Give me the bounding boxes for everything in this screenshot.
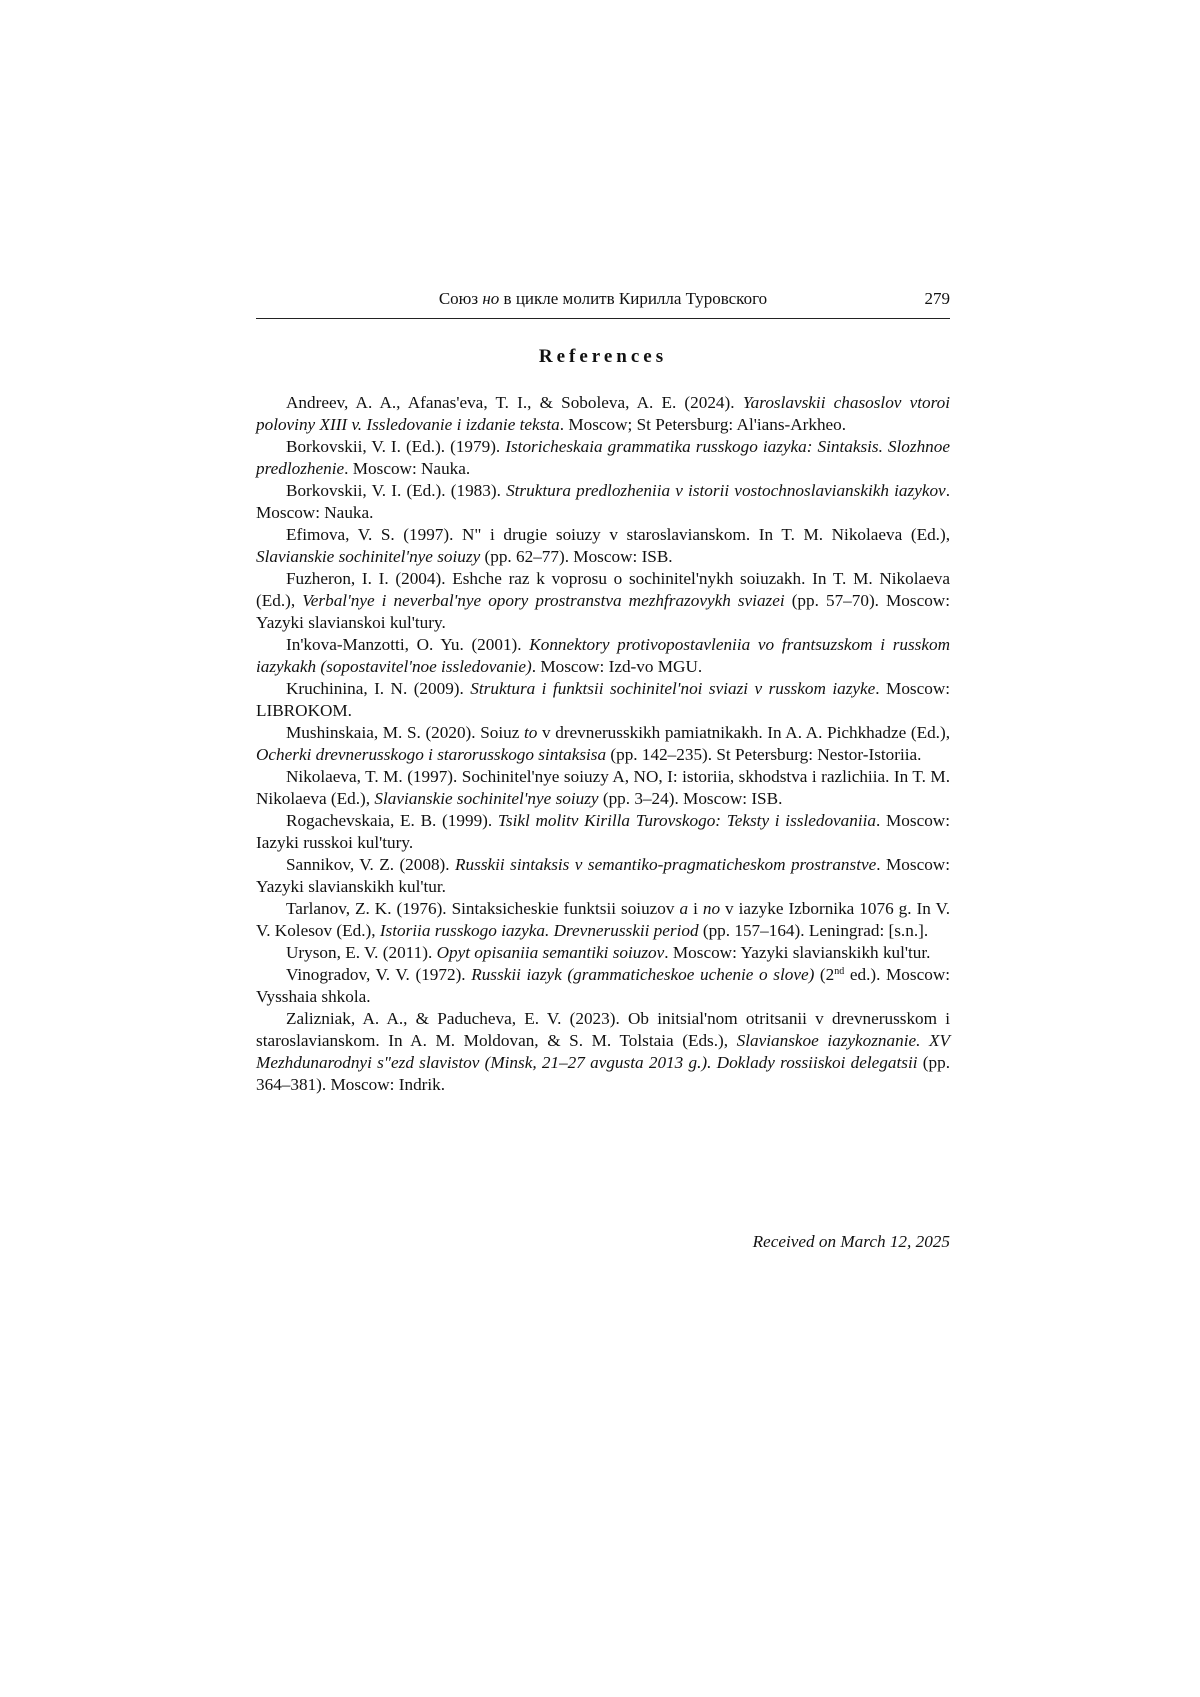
reference-item: Nikolaeva, T. M. (1997). Sochinitel'nye soiuzy A, NO, I: istoriia, skhodstva i razlichiia. In T. M. Nikolaeva (Ed.), Slavianskie sochinitel'nye soiuzy (pp. 3–24). Moscow: ISB. [256,767,950,808]
reference-item: Sannikov, V. Z. (2008). Russkii sintaksis v semantiko-pragmaticheskom prostranstve. Moscow: Yazyki slavianskikh kul'tur. [256,855,950,896]
reference-item: Andreev, A. A., Afanas'eva, T. I., & Soboleva, A. E. (2024). Yaroslavskii chasoslov vtoroi poloviny XIII v. Issledovanie i izdanie teksta. Moscow; St Petersburg: Al'ians-Arkheo. [256,393,950,434]
reference-item: Mushinskaia, M. S. (2020). Soiuz to v drevnerusskikh pamiatnikakh. In A. A. Pichkhadze (Ed.), Ocherki drevnerusskogo i starorusskogo sintaksisa (pp. 142–235). St Petersburg: Nestor-Istoriia. [256,723,950,764]
page-number: 279 [924,289,950,308]
reference-item: Rogachevskaia, E. B. (1999). Tsikl molitv Kirilla Turovskogo: Teksty i issledovaniia. Moscow: Iazyki russkoi kul'tury. [256,811,950,852]
reference-item: Borkovskii, V. I. (Ed.). (1983). Struktura predlozheniia v istorii vostochnoslavianskikh iazykov. Moscow: Nauka. [256,481,950,522]
page-header [256,288,950,319]
reference-item: Uryson, E. V. (2011). Opyt opisaniia semantiki soiuzov. Moscow: Yazyki slavianskikh kul'tur. [286,943,931,962]
running-title: Союз но в цикле молитв Кирилла Туровского [438,289,768,308]
received-date: Received on March 12, 2025 [752,1232,950,1251]
reference-item: Efimova, V. S. (1997). N" i drugie soiuzy v staroslavianskom. In T. M. Nikolaeva (Ed.), Slavianskie sochinitel'nye soiuzy (pp. 62–77). Moscow: ISB. [256,525,950,566]
reference-list [256,392,950,1096]
reference-item: Borkovskii, V. I. (Ed.). (1979). Istoricheskaia grammatika russkogo iazyka: Sintaksis. Slozhnoe predlozhenie. Moscow: Nauka. [256,437,950,478]
reference-item: Tarlanov, Z. K. (1976). Sintaksicheskie funktsii soiuzov a i no v iazyke Izbornika 1076 g. In V. V. Kolesov (Ed.), Istoriia russkogo iazyka. Drevnerusskii period (pp. 157–164). Leningrad: [s.n.]. [256,899,951,940]
reference-item: Vinogradov, V. V. (1972). Russkii iazyk (grammaticheskoe uchenie o slove) (2nd ed.). Moscow: Vysshaia shkola. [256,965,951,1006]
section-title: References [538,346,668,367]
reference-item: In'kova-Manzotti, O. Yu. (2001). Konnektory protivopostavleniia vo frantsuzskom i russkom iazykakh (sopostavitel'noe issledovanie). Moscow: Izd-vo MGU. [256,635,950,676]
reference-item: Kruchinina, I. N. (2009). Struktura i funktsii sochinitel'noi sviazi v russkom iazyke. Moscow: LIBROKOM. [256,679,951,720]
reference-item: Zalizniak, A. A., & Paducheva, E. V. (2023). Ob initsial'nom otritsanii v drevnerusskom i staroslavianskom. In A. M. Moldovan, & S. M. Tolstaia (Eds.), Slavianskoe iazykoznanie. XV Mezhdunarodnyi s"ezd slavistov (Minsk, 21–27 avgusta 2013 g.). Doklady rossiiskoi delegatsii (pp. 364–381). Moscow: Indrik. [256,1009,950,1094]
reference-item: Fuzheron, I. I. (2004). Eshche raz k voprosu o sochinitel'nykh soiuzakh. In T. M. Nikolaeva (Ed.), Verbal'nye i neverbal'nye opory prostranstva mezhfrazovykh sviazei (pp. 57–70). Moscow: Yazyki slavianskoi kul'tury. [256,569,950,632]
